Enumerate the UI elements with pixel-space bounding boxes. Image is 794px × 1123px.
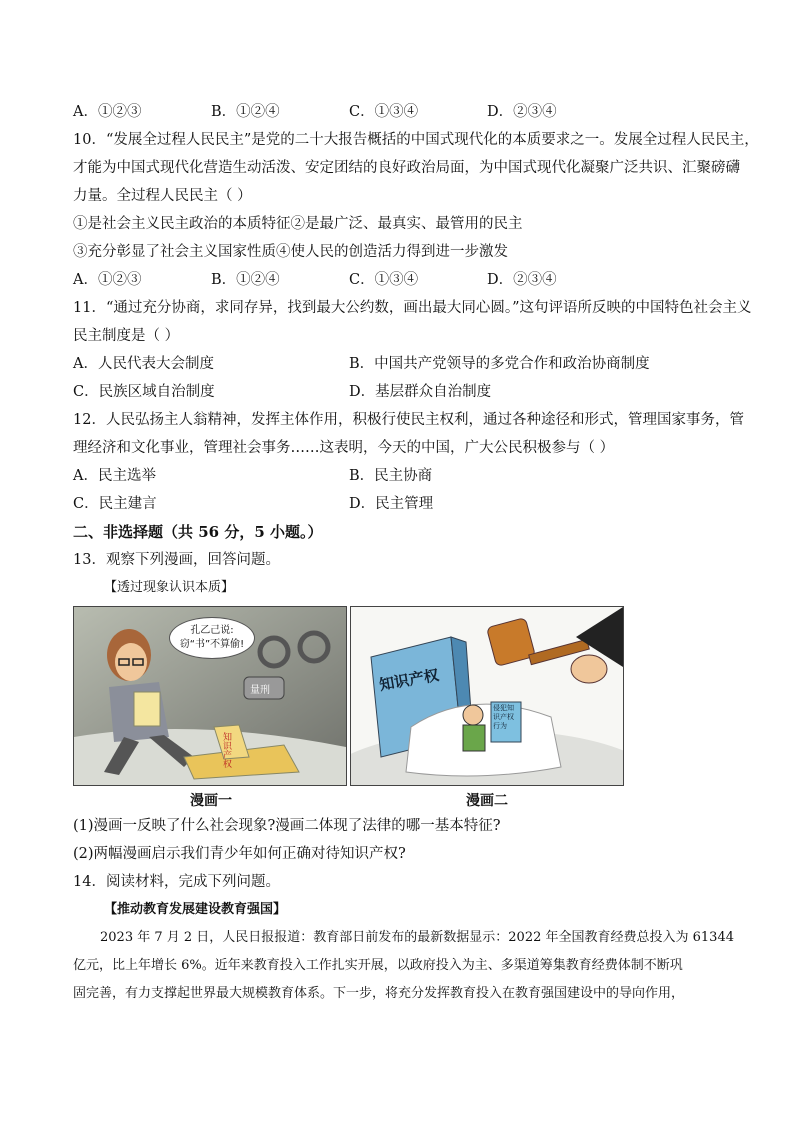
section-heading: 二、非选择题（共 56 分，5 小题。） [73,523,323,541]
q11-option-b: B．中国共产党领导的多党合作和政治协商制度 [349,356,650,372]
q12-option-b: B．民主协商 [349,468,433,484]
q10-stem-line: 力量。全过程人民民主（ ） [73,188,252,204]
q10-option-a: A．①②③ [73,272,142,288]
q12-stem-line: 理经济和文化事业，管理社会事务……这表明，今天的中国，广大公民积极参与（ ） [73,440,615,456]
q12-stem-line: 12．人民弘扬主人翁精神，发挥主体作用，积极行使民主权利，通过各种途径和形式，管理国家事务，管 [73,412,744,428]
q13-subquestion-1: (1)漫画一反映了什么社会现象?漫画二体现了法律的哪一基本特征? [73,818,501,834]
q13-stem: 13．观察下列漫画，回答问题。 [73,552,280,568]
q11-option-c: C．民族区域自治制度 [73,384,215,400]
q12-option-a: A．民主选举 [73,468,156,484]
q10-stem-line: 10．“发展全过程人民民主”是党的二十大报告概括的中国式现代化的本质要求之一。发展全过程人民民主， [73,132,759,148]
q12-option-c: C．民主建言 [73,496,157,512]
speech-bubble-line: 孔乙己说: [190,625,234,636]
q14-material-line: 固完善，有力支撑起世界最大规模教育体系。下一步，将充分发挥教育投入在教育强国建设中的导向作用， [73,986,685,1001]
book-cover-label: 知识产权 [221,732,231,768]
q9-option-a: A．①②③ [73,104,142,120]
q10-option-d: D．②③④ [487,272,557,288]
comic-two [350,606,624,786]
q10-option-c: C．①③④ [349,272,419,288]
q13-subquestion-2: (2)两幅漫画启示我们青少年如何正确对待知识产权? [73,846,406,862]
speech-bubble-line: 窃“书”不算偷! [179,639,245,650]
comic-two-illustration [351,607,623,785]
comic-one [73,606,347,786]
comic-two-caption: 漫画二 [466,793,508,809]
q14-material-line: 亿元，比上年增长 6%。近年来教育投入工作扎实开展，以政府投入为主、多渠道筹集教育经费体制不断巩 [73,958,683,973]
small-book-label: 侵犯知识产权行为 [493,704,514,730]
q12-option-d: D．民主管理 [349,496,434,512]
q10-stem-line: 才能为中国式现代化营造生动活泼、安定团结的良好政治局面，为中国式现代化凝聚广泛共识、汇聚磅礴 [73,160,740,176]
q14-stem: 14．阅读材料，完成下列问题。 [73,874,280,890]
q11-stem-line: 民主制度是（ ） [73,328,180,344]
q9-option-c: C．①③④ [349,104,419,120]
q14-material-line: 2023 年 7 月 2 日，人民日报报道：教育部日前发布的最新数据显示：2022 年全国教育经费总投入为 61344 [100,930,734,945]
q13-tag: 【透过现象认识本质】 [104,580,235,595]
q10-statement-line: ③充分彰显了社会主义国家性质④使人民的创造活力得到进一步激发 [73,244,508,260]
q11-option-a: A．人民代表大会制度 [73,356,214,372]
speech-bubble [169,617,255,659]
handcuff-tag-label: 量刑 [250,685,270,696]
q10-statement-line: ①是社会主义民主政治的本质特征②是最广泛、最真实、最管用的民主 [73,216,523,232]
q11-option-d: D．基层群众自治制度 [349,384,492,400]
q9-option-d: D．②③④ [487,104,557,120]
q10-option-b: B．①②④ [211,272,280,288]
q11-stem-line: 11．“通过充分协商，求同存异，找到最大公约数，画出最大同心圆。”这句评语所反映的中国特色社会主义 [73,300,752,316]
q14-tag: 【推动教育发展建设教育强国】 [104,902,287,917]
book-title-label: 知识产权 [377,665,441,695]
comic-one-caption: 漫画一 [190,793,232,809]
q9-option-b: B．①②④ [211,104,280,120]
